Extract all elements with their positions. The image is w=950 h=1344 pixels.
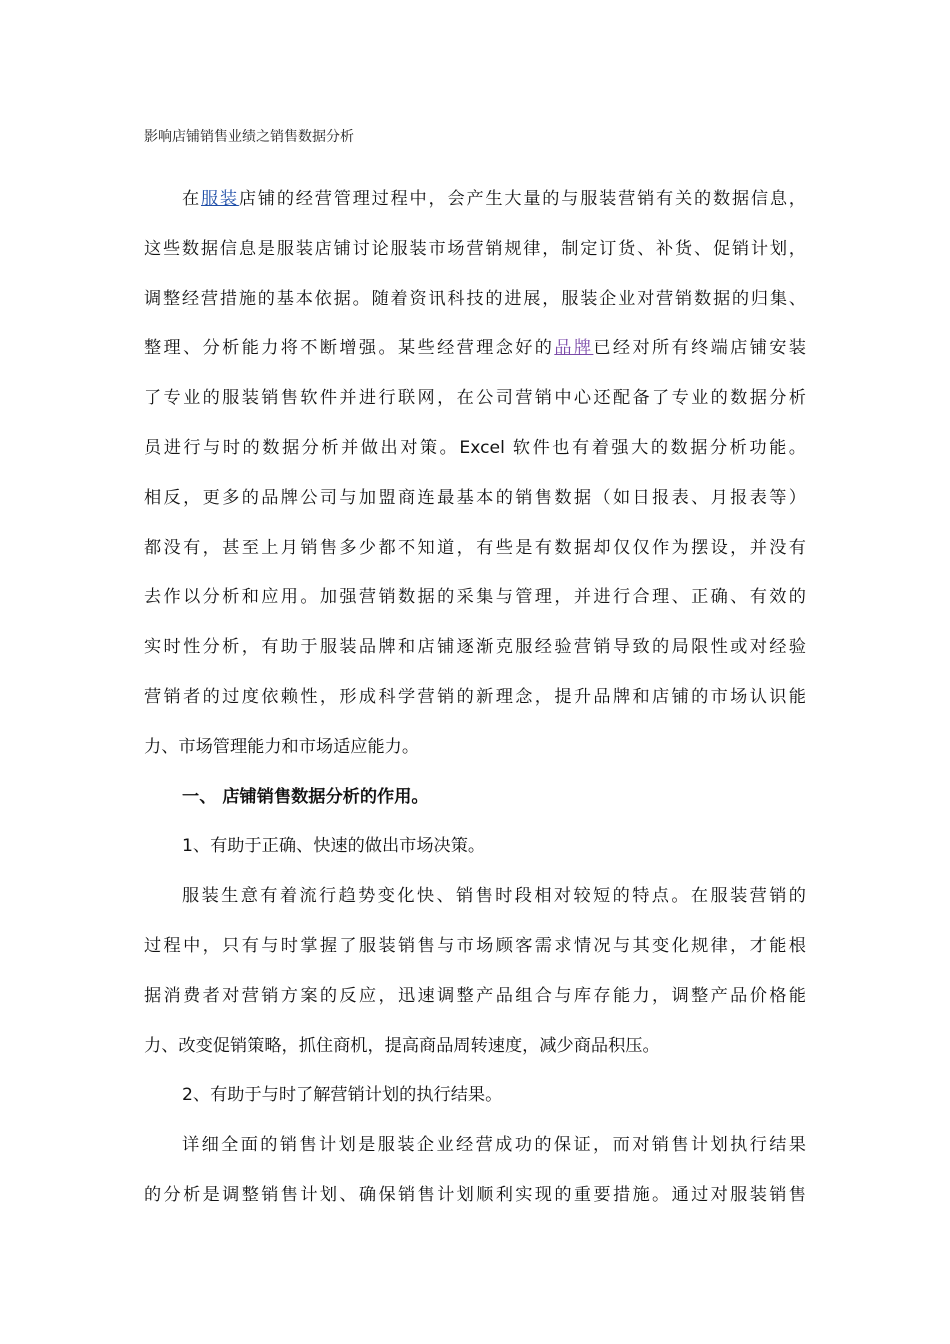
subsection-heading: 1、有助于正确、快速的做出市场决策。 xyxy=(182,836,486,857)
paragraph-line: 力、改变促销策略，抓住商机，提高商品周转速度，减少商品积压。 xyxy=(144,1035,660,1056)
subsection-heading: 2、有助于与时了解营销计划的执行结果。 xyxy=(182,1085,503,1106)
paragraph-line: 了专业的服装销售软件并进行联网，在公司营销中心还配备了专业的数据分析 xyxy=(144,388,806,409)
paragraph-line: 员进行与时的数据分析并做出对策。Excel 软件也有着强大的数据分析功能。 xyxy=(144,437,806,458)
paragraph-line: 详细全面的销售计划是服装企业经营成功的保证，而对销售计划执行结果 xyxy=(182,1135,806,1156)
document-title: 影响店铺销售业绩之销售数据分析 xyxy=(144,129,354,145)
paragraph-line: 服装生意有着流行趋势变化快、销售时段相对较短的特点。在服装营销的 xyxy=(182,886,806,907)
section-heading: 一、 店铺销售数据分析的作用。 xyxy=(182,786,429,807)
paragraph-line: 力、市场管理能力和市场适应能力。 xyxy=(144,736,420,757)
text-span: 在 xyxy=(182,189,201,209)
paragraph-line xyxy=(144,175,806,225)
paragraph-line: 这些数据信息是服装店铺讨论服装市场营销规律，制定订货、补货、促销计划， xyxy=(144,238,806,259)
paragraph-line: 相反，更多的品牌公司与加盟商连最基本的销售数据（如日报表、月报表等） xyxy=(144,487,806,508)
document-body xyxy=(144,175,806,1221)
text-span: 已经对所有终端店铺安装 xyxy=(593,338,806,359)
paragraph-line: 营销者的过度依赖性，形成科学营销的新理念，提升品牌和店铺的市场认识能 xyxy=(144,686,806,707)
paragraph-line: 实时性分析，有助于服装品牌和店铺逐渐克服经验营销导致的局限性或对经验 xyxy=(144,637,806,658)
paragraph-line: 都没有，甚至上月销售多少都不知道，有些是有数据却仅仅作为摆设，并没有 xyxy=(144,537,806,558)
paragraph-line: 去作以分析和应用。加强营销数据的采集与管理，并进行合理、正确、有效的 xyxy=(144,587,806,608)
text-span: 店铺的经营管理过程中，会产生大量的与服装营销有关的数据信息， xyxy=(238,189,806,209)
paragraph-line: 调整经营措施的基本依据。随着资讯科技的进展，服装企业对营销数据的归集、 xyxy=(144,288,806,309)
paragraph-line: 的分析是调整销售计划、确保销售计划顺利实现的重要措施。通过对服装销售 xyxy=(144,1184,806,1205)
link-pinpai[interactable]: 品牌 xyxy=(554,338,594,359)
paragraph-line xyxy=(144,324,806,374)
text-span: 整理、分析能力将不断增强。某些经营理念好的 xyxy=(144,338,555,359)
link-fuzhuang[interactable]: 服装 xyxy=(200,189,239,209)
paragraph-line: 据消费者对营销方案的反应，迅速调整产品组合与库存能力，调整产品价格能 xyxy=(144,985,806,1006)
paragraph-line: 过程中，只有与时掌握了服装销售与市场顾客需求情况与其变化规律，才能根 xyxy=(144,935,806,956)
